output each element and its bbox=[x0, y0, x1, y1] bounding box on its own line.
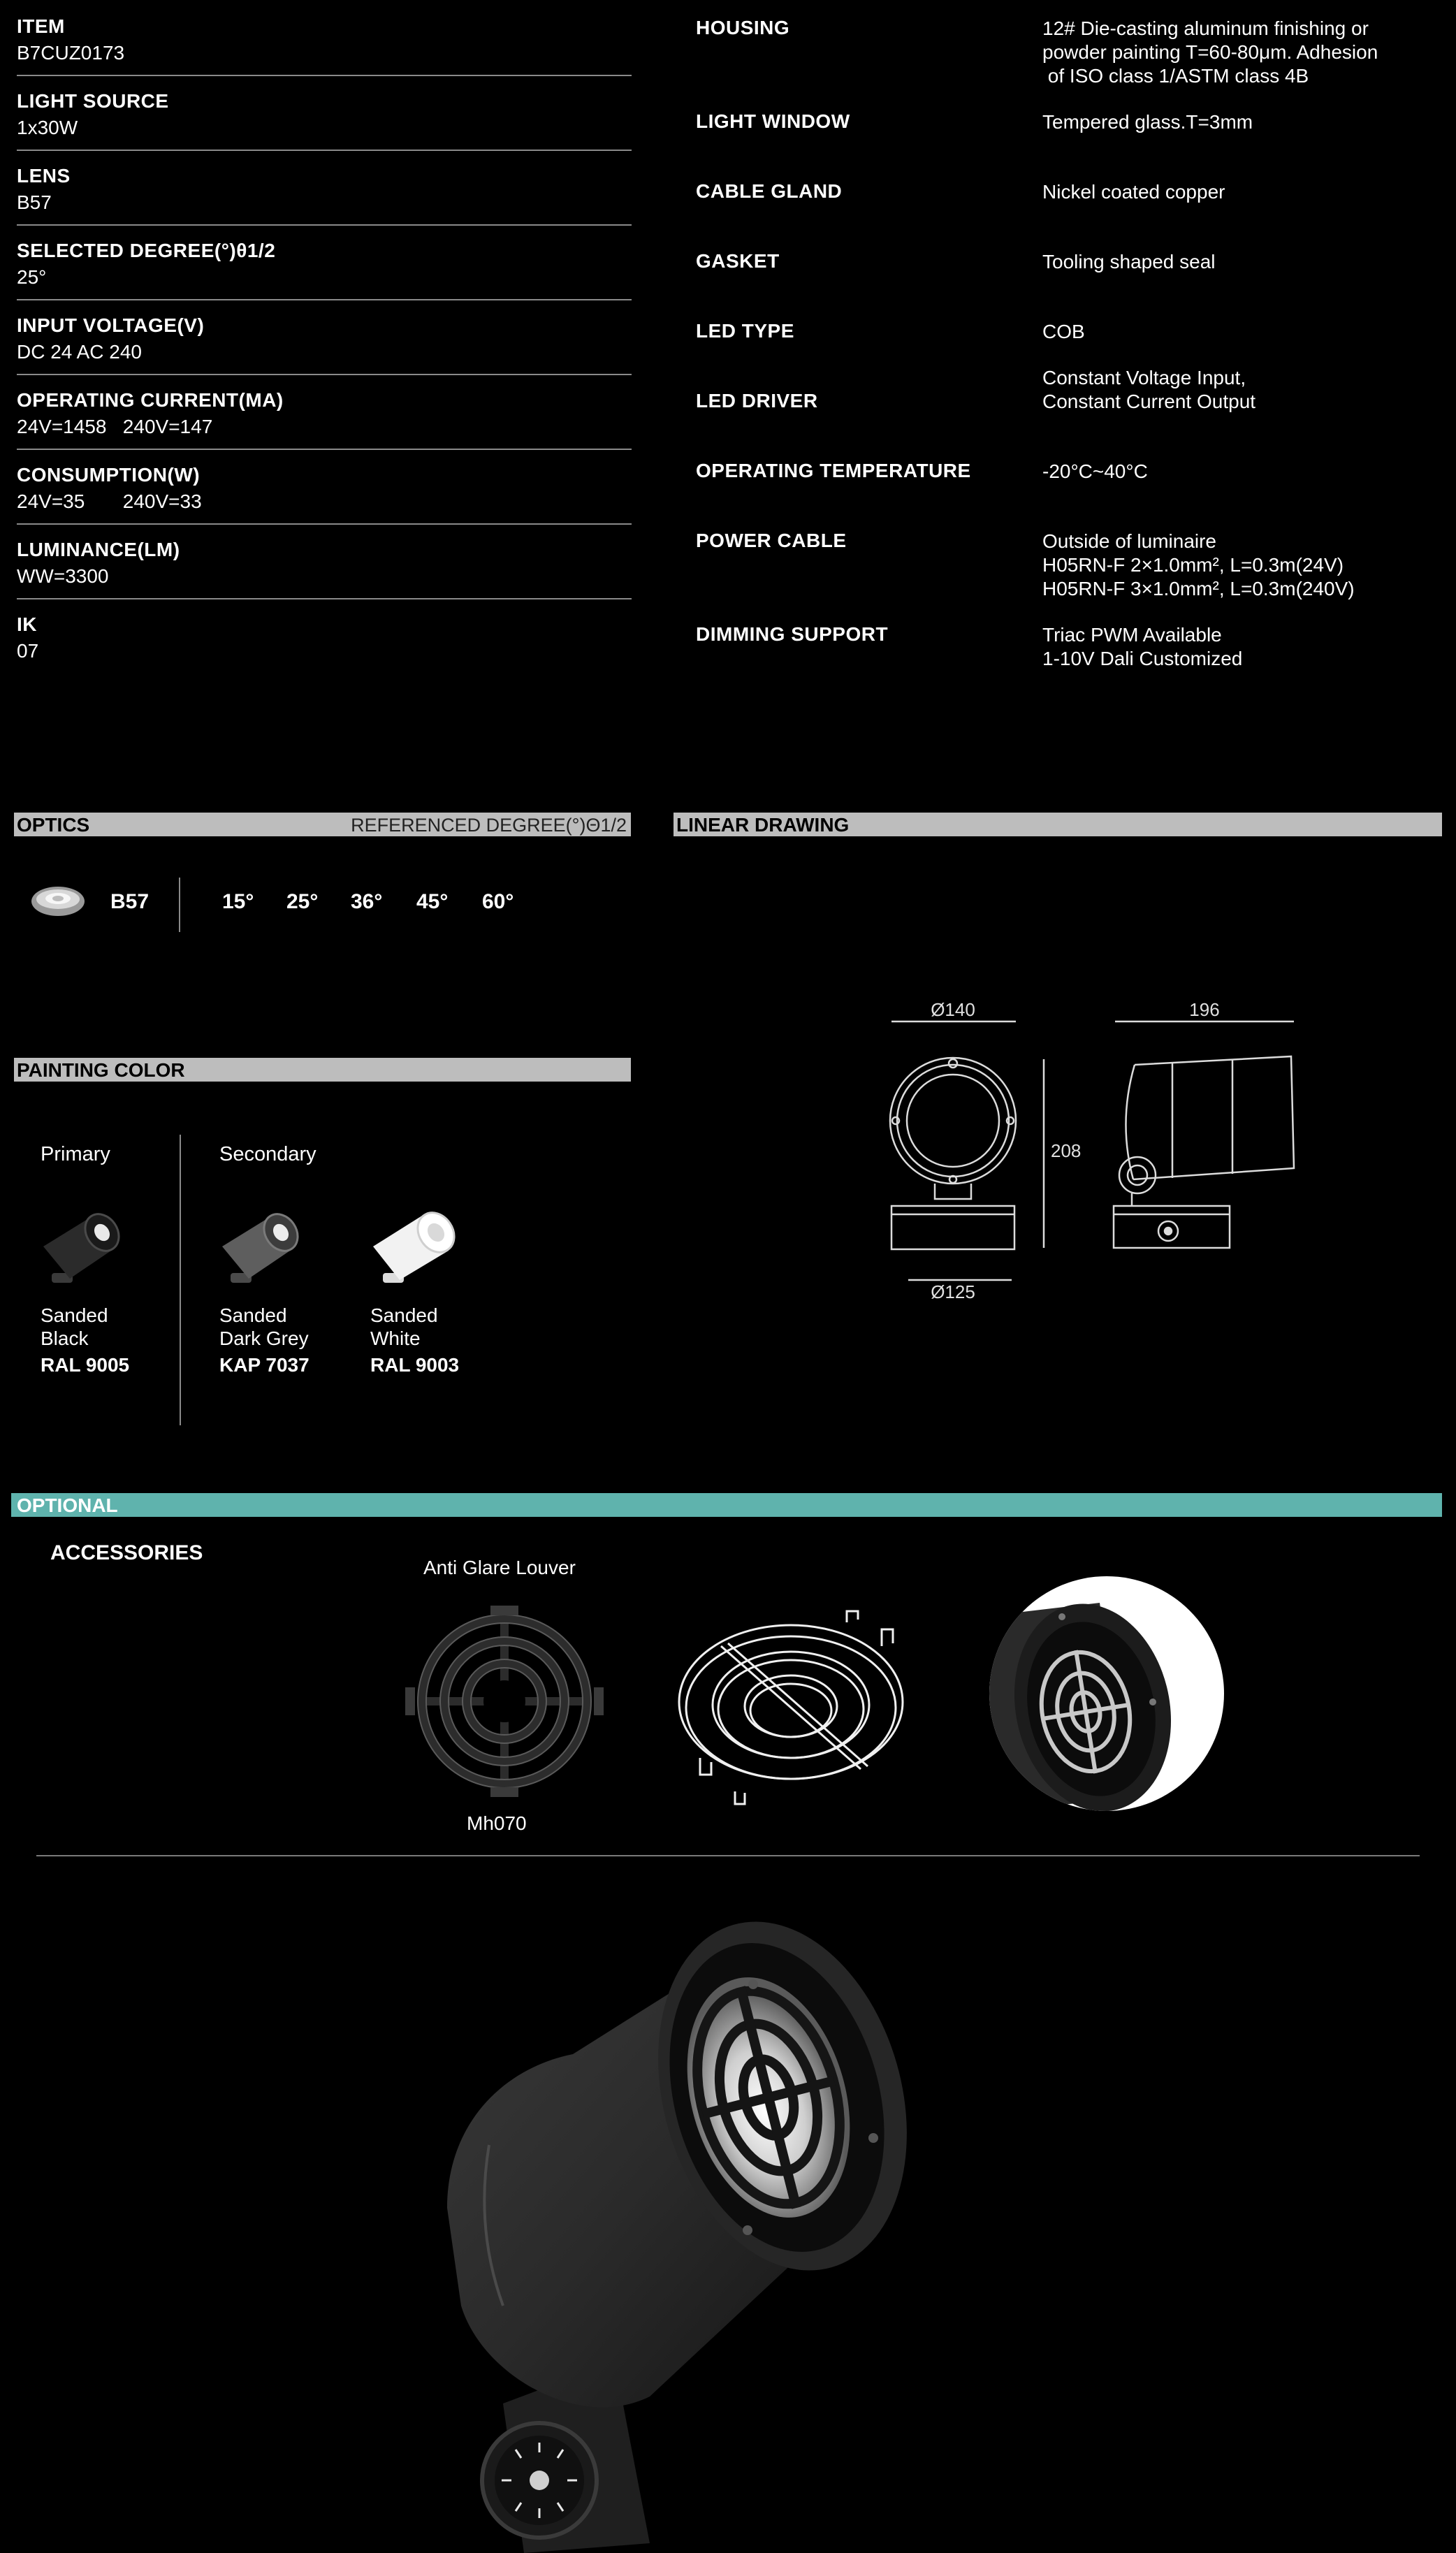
beam-degree: 15° bbox=[222, 890, 254, 913]
spec-row-consumption bbox=[17, 449, 632, 525]
spec-label: LIGHT SOURCE bbox=[17, 90, 169, 112]
section-divider bbox=[36, 1855, 1420, 1856]
spec-value: 25° bbox=[17, 266, 47, 288]
dim-side-length: 196 bbox=[1189, 999, 1220, 1020]
linear-drawing bbox=[866, 989, 1355, 1311]
spec-row-lens bbox=[17, 150, 632, 226]
spec-value: 07 bbox=[17, 640, 39, 662]
spec-label: POWER CABLE bbox=[696, 530, 847, 551]
primary-label: Primary bbox=[41, 1143, 110, 1165]
color-name: Black bbox=[41, 1328, 89, 1349]
spec-label: CABLE GLAND bbox=[696, 180, 843, 202]
spec-value: -20°C~40°C bbox=[1042, 460, 1148, 482]
louver-front-icon bbox=[400, 1600, 609, 1803]
color-finish: Sanded bbox=[41, 1304, 108, 1326]
dim-front-width: Ø140 bbox=[931, 999, 975, 1020]
spec-value-line: Triac PWM Available bbox=[1042, 624, 1222, 646]
color-name: White bbox=[370, 1328, 421, 1349]
optics-header-bar bbox=[14, 813, 631, 836]
spec-value-line: Outside of luminaire bbox=[1042, 530, 1217, 552]
color-option-black bbox=[41, 1304, 129, 1376]
beam-degree: 36° bbox=[351, 890, 383, 913]
lens-name: B57 bbox=[110, 890, 150, 913]
optics-subtitle: REFERENCED DEGREE(°)Θ1/2 bbox=[351, 815, 627, 836]
accessory-code: Mh070 bbox=[467, 1812, 527, 1834]
painting-color-header-bar bbox=[14, 1058, 631, 1082]
spec-row-operating-current bbox=[17, 374, 632, 450]
linear-drawing-title: LINEAR DRAWING bbox=[676, 814, 850, 836]
louver-perspective-icon bbox=[672, 1604, 924, 1814]
dark-grey-lamp-swatch-icon bbox=[215, 1206, 306, 1293]
spec-value bbox=[1042, 530, 1355, 601]
spec-label: OPERATING TEMPERATURE bbox=[696, 460, 971, 481]
louver-installed-detail-icon bbox=[988, 1575, 1225, 1812]
optics-divider bbox=[179, 878, 180, 932]
spec-value: 24V=1458 240V=147 bbox=[17, 416, 213, 437]
color-code: RAL 9005 bbox=[41, 1354, 130, 1376]
spec-value bbox=[1042, 623, 1242, 671]
beam-degree: 45° bbox=[416, 890, 449, 913]
spec-row-ik bbox=[17, 598, 632, 673]
spec-value: B57 bbox=[17, 191, 52, 213]
black-lamp-swatch-icon bbox=[36, 1206, 127, 1293]
spec-label: LENS bbox=[17, 165, 71, 187]
dim-height: 208 bbox=[1051, 1140, 1082, 1161]
spec-value-line: H05RN-F 2×1.0mm², L=0.3m(24V) bbox=[1042, 554, 1344, 576]
spec-label: GASKET bbox=[696, 250, 780, 272]
white-lamp-swatch-icon bbox=[366, 1206, 464, 1293]
spec-label: LUMINANCE(LM) bbox=[17, 539, 180, 560]
dim-base: Ø125 bbox=[931, 1281, 975, 1302]
painting-color-title: PAINTING COLOR bbox=[17, 1059, 185, 1081]
spec-row-item bbox=[17, 0, 632, 76]
spec-value-line: Constant Voltage Input, bbox=[1042, 367, 1246, 388]
spec-value bbox=[1042, 17, 1378, 88]
accessories-label: ACCESSORIES bbox=[50, 1541, 203, 1564]
spec-label: LIGHT WINDOW bbox=[696, 110, 850, 132]
spec-label: HOUSING bbox=[696, 17, 790, 38]
linear-drawing-header-bar bbox=[674, 813, 1442, 836]
spec-value: Nickel coated copper bbox=[1042, 181, 1225, 203]
accessory-name: Anti Glare Louver bbox=[423, 1557, 576, 1578]
color-name: Dark Grey bbox=[219, 1328, 309, 1349]
color-code: KAP 7037 bbox=[219, 1354, 310, 1376]
spec-value: DC 24 AC 240 bbox=[17, 341, 142, 363]
optional-header-bar bbox=[11, 1493, 1442, 1517]
spec-value: B7CUZ0173 bbox=[17, 42, 125, 64]
spec-label: INPUT VOLTAGE(V) bbox=[17, 314, 205, 336]
spec-value-line: 12# Die-casting aluminum finishing or bbox=[1042, 17, 1369, 39]
spec-value-line: of ISO class 1/ASTM class 4B bbox=[1042, 65, 1309, 87]
spec-label: ITEM bbox=[17, 15, 65, 37]
spec-label: OPERATING CURRENT(MA) bbox=[17, 389, 284, 411]
color-finish: Sanded bbox=[370, 1304, 438, 1326]
spec-row-luminance bbox=[17, 523, 632, 599]
spec-value-line: 1-10V Dali Customized bbox=[1042, 648, 1243, 669]
secondary-label: Secondary bbox=[219, 1143, 316, 1165]
spec-label: LED DRIVER bbox=[696, 390, 818, 412]
color-divider bbox=[180, 1135, 181, 1425]
spec-value: 24V=35 240V=33 bbox=[17, 490, 202, 512]
spec-value: Tooling shaped seal bbox=[1042, 251, 1216, 272]
spec-label: DIMMING SUPPORT bbox=[696, 623, 889, 645]
spec-row-selected-degree bbox=[17, 224, 632, 300]
beam-degree: 60° bbox=[482, 890, 514, 913]
spec-value: WW=3300 bbox=[17, 565, 109, 587]
beam-degree: 25° bbox=[286, 890, 319, 913]
lens-icon bbox=[28, 882, 88, 921]
spec-label: CONSUMPTION(W) bbox=[17, 464, 201, 486]
color-code: RAL 9003 bbox=[370, 1354, 460, 1376]
spec-label: SELECTED DEGREE(°)θ1/2 bbox=[17, 240, 276, 261]
spec-value bbox=[1042, 366, 1255, 414]
color-option-dark-grey bbox=[219, 1304, 310, 1376]
optional-title: OPTIONAL bbox=[17, 1494, 118, 1516]
spec-value: 1x30W bbox=[17, 117, 78, 138]
spec-value-line: H05RN-F 3×1.0mm², L=0.3m(240V) bbox=[1042, 578, 1355, 599]
spec-value: Tempered glass.T=3mm bbox=[1042, 111, 1253, 133]
color-option-white bbox=[370, 1304, 459, 1376]
spec-value: COB bbox=[1042, 321, 1085, 342]
spec-value-line: powder painting T=60-80μm. Adhesion bbox=[1042, 41, 1378, 63]
product-render-image bbox=[419, 1914, 1020, 2553]
spec-label: LED TYPE bbox=[696, 320, 794, 342]
spec-value-line: Constant Current Output bbox=[1042, 391, 1256, 412]
optics-title: OPTICS bbox=[17, 814, 90, 836]
color-finish: Sanded bbox=[219, 1304, 287, 1326]
spec-row-light-source bbox=[17, 75, 632, 151]
spec-row-input-voltage bbox=[17, 299, 632, 375]
spec-label: IK bbox=[17, 613, 37, 635]
